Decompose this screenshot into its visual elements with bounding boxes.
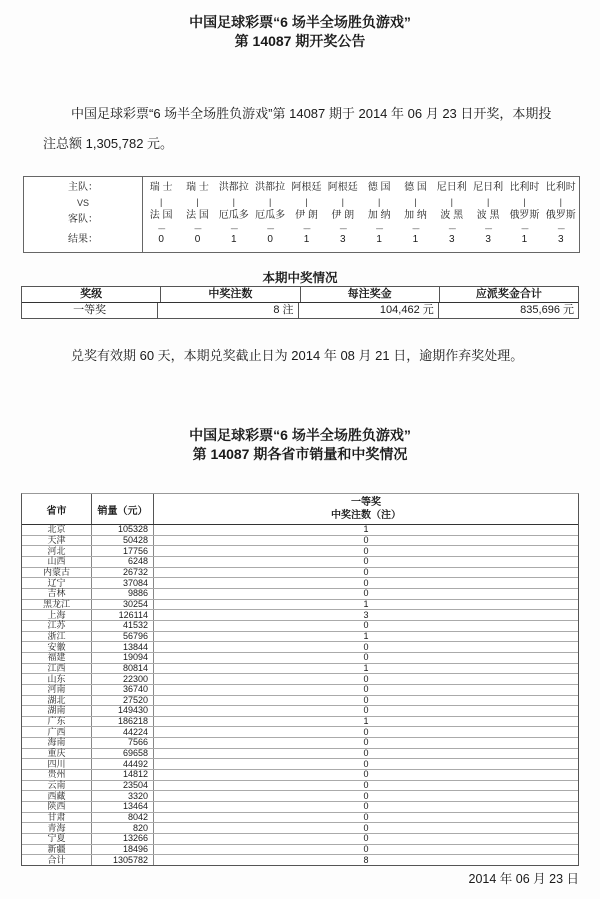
sales-amount-cell: 8042 [92, 813, 154, 823]
first-prize-header-line1: 一等奖 [351, 497, 381, 508]
match-result-value: 0 [194, 234, 201, 245]
province-row [22, 716, 578, 727]
province-row [22, 556, 578, 567]
province-name-cell: 安徽 [22, 642, 92, 652]
vs-symbol: | [305, 196, 308, 207]
home-team-name: 瑞 士 [149, 182, 173, 193]
match-result-value: 3 [485, 234, 491, 245]
prize-level-header: 奖级 [22, 287, 161, 302]
prize-table-title: 本期中奖情况 [262, 271, 338, 285]
result-separator: ---- [339, 223, 347, 233]
province-name-cell: 广西 [22, 727, 92, 737]
sales-amount-cell: 13266 [92, 834, 154, 844]
first-prize-count-cell: 0 [363, 748, 369, 759]
first-prize-count-cell: 1 [363, 662, 369, 673]
vs-label: VS [76, 198, 89, 209]
first-prize-count-cell: 0 [363, 684, 369, 695]
vs-symbol: | [559, 196, 562, 207]
sales-amount-cell: 22300 [92, 674, 154, 684]
sales-amount-cell: 126114 [92, 610, 154, 620]
first-prize-count-cell: 1 [363, 598, 369, 609]
sales-amount-cell: 7566 [92, 738, 154, 748]
province-name-cell: 合计 [22, 855, 92, 865]
sales-amount-cell: 44492 [92, 759, 154, 769]
province-row [22, 737, 578, 748]
first-prize-header [154, 494, 578, 524]
first-prize-count-cell: 0 [363, 694, 369, 705]
sales-amount-cell: 41532 [92, 621, 154, 631]
match-result-value: 3 [449, 234, 455, 245]
sales-amount-cell: 56796 [92, 632, 154, 642]
result-separator: ---- [557, 223, 565, 233]
match-result-value: 3 [340, 234, 346, 245]
province-name-cell: 黑龙江 [22, 600, 92, 610]
winning-bets-header: 中奖注数 [161, 287, 300, 302]
province-row [22, 620, 578, 631]
province-table-body [22, 525, 578, 865]
home-team-name: 阿根廷 [291, 182, 322, 193]
away-team-name: 法 国 [186, 210, 209, 221]
home-team-name: 瑞 士 [186, 182, 209, 193]
first-prize-count-cell: 0 [363, 769, 369, 780]
province-name-cell: 陕西 [22, 802, 92, 812]
province-name-cell: 宁夏 [22, 834, 92, 844]
province-name-cell: 吉林 [22, 589, 92, 599]
province-table-header-row [22, 494, 578, 525]
first-prize-count-cell: 0 [363, 822, 369, 833]
away-team-name: 加 纳 [404, 210, 427, 221]
result-separator: ---- [375, 223, 383, 233]
away-team-name: 厄瓜多 [218, 210, 249, 221]
home-team-name: 尼日利 [473, 182, 504, 193]
result-separator: ---- [521, 223, 528, 233]
sales-amount-cell: 26732 [92, 568, 154, 578]
province-name-cell: 江苏 [22, 621, 92, 631]
result-separator: ---- [303, 223, 310, 233]
sales-amount-cell: 69658 [92, 749, 154, 759]
province-row [22, 577, 578, 588]
away-team-name: 伊 朗 [295, 210, 318, 221]
away-team-label: 客队： [68, 213, 98, 225]
first-prize-count-cell: 0 [363, 758, 369, 769]
first-prize-count-cell: 0 [363, 705, 369, 716]
vs-symbol: | [341, 196, 344, 207]
province-row [22, 812, 578, 823]
sales-amount-cell: 149430 [92, 706, 154, 716]
total-prize-header: 应派奖金合计 [475, 288, 542, 300]
match-result-value: 1 [231, 234, 237, 245]
match-column [143, 177, 179, 252]
first-prize-count-cell: 0 [363, 833, 369, 844]
result-separator: ---- [157, 223, 165, 233]
province-name-cell: 浙江 [22, 632, 92, 642]
province-name-cell: 云南 [22, 781, 92, 791]
match-columns [143, 177, 579, 252]
match-column [434, 177, 470, 252]
sales-amount-cell: 44224 [92, 727, 154, 737]
province-row [22, 726, 578, 737]
province-row [22, 663, 578, 674]
first-prize-count-cell: 1 [363, 716, 369, 727]
home-team-name: 尼日利 [436, 182, 467, 193]
province-name-cell: 河南 [22, 685, 92, 695]
first-prize-count-cell: 0 [363, 844, 369, 855]
prize-per-bet-value: 104,462 元 [299, 303, 439, 318]
first-prize-count-cell: 0 [363, 801, 369, 812]
province-name-cell: 广东 [22, 717, 92, 727]
vs-symbol: | [414, 196, 417, 207]
sales-amount-cell: 13844 [92, 642, 154, 652]
vs-symbol: | [486, 196, 490, 207]
first-prize-count-cell: 0 [363, 556, 369, 567]
away-team-name: 俄罗斯 [509, 210, 540, 221]
result-label: 结果： [68, 234, 98, 245]
result-separator: ---- [448, 223, 456, 233]
prize-per-bet-header: 每注奖金 [301, 287, 440, 302]
home-team-name: 比利时 [545, 182, 576, 193]
first-prize-count-cell: 0 [363, 812, 369, 823]
home-team-name: 阿根廷 [327, 182, 358, 193]
first-prize-count-cell: 0 [363, 545, 369, 556]
province-name-cell: 重庆 [22, 749, 92, 759]
sales-amount-cell: 18496 [92, 845, 154, 855]
first-prize-count-cell: 0 [363, 588, 369, 599]
match-column [325, 177, 361, 252]
sales-amount-cell: 9886 [92, 589, 154, 599]
vs-symbol: | [523, 196, 526, 207]
province-name-cell: 上海 [22, 610, 92, 620]
match-column [216, 177, 252, 252]
match-column [470, 177, 506, 252]
province-name-cell: 青海 [22, 823, 92, 833]
home-team-name: 德 国 [367, 182, 391, 193]
page-title-line2: 第 14087 期开奖公告 [234, 33, 366, 49]
province-row [22, 748, 578, 759]
province-row [22, 652, 578, 663]
vs-symbol: | [196, 196, 199, 207]
prize-table-data-row [22, 303, 578, 318]
result-separator: ---- [412, 223, 419, 233]
vs-symbol: | [159, 196, 163, 207]
province-name-cell: 内蒙古 [22, 568, 92, 578]
first-prize-count-cell: 1 [363, 524, 369, 535]
match-results-table [23, 176, 580, 253]
away-team-name: 波 黑 [476, 210, 500, 221]
vs-symbol: | [377, 196, 381, 207]
match-result-value: 0 [267, 234, 273, 245]
province-name-cell: 江西 [22, 664, 92, 674]
sales-amount-cell: 19094 [92, 653, 154, 663]
sales-amount-cell: 80814 [92, 664, 154, 674]
province-row [22, 673, 578, 684]
province-row [22, 844, 578, 855]
province-row [22, 695, 578, 706]
first-prize-count-cell: 0 [363, 780, 369, 791]
result-separator: ---- [484, 223, 492, 233]
match-column [252, 177, 288, 252]
page-title [0, 13, 600, 51]
result-separator: ---- [266, 223, 274, 233]
province-row [22, 609, 578, 620]
match-result-value: 3 [557, 234, 564, 245]
province-row [22, 535, 578, 546]
sales-amount-cell: 30254 [92, 600, 154, 610]
home-team-label: 主队： [68, 182, 98, 193]
sales-amount-cell: 1305782 [92, 855, 154, 865]
away-team-name: 伊 朗 [331, 210, 355, 221]
first-prize-count-cell: 0 [363, 737, 369, 748]
sales-amount-cell: 186218 [92, 717, 154, 727]
match-column [543, 177, 579, 252]
province-row [22, 684, 578, 695]
province-row [22, 631, 578, 642]
province-row [22, 769, 578, 780]
province-name-cell: 辽宁 [22, 578, 92, 588]
sales-header: 销量（元） [92, 494, 154, 524]
home-team-name: 比利时 [509, 182, 540, 193]
match-result-value: 1 [303, 234, 310, 245]
province-name-cell: 福建 [22, 653, 92, 663]
sales-amount-cell: 6248 [92, 557, 154, 567]
sales-amount-cell: 23504 [92, 781, 154, 791]
home-team-name: 洪都拉 [218, 182, 249, 193]
province-row [22, 705, 578, 716]
province-header: 省市 [22, 494, 92, 524]
away-team-name: 厄瓜多 [255, 210, 286, 221]
province-row [22, 790, 578, 801]
first-prize-count-cell: 0 [363, 652, 369, 663]
match-result-value: 1 [376, 234, 382, 245]
first-prize-count-cell: 3 [363, 609, 369, 620]
first-prize-count-cell: 0 [363, 673, 369, 684]
winning-bets-value: 8 注 [158, 303, 298, 318]
province-row [22, 599, 578, 610]
first-prize-count-cell: 0 [363, 726, 369, 737]
match-column [361, 177, 397, 252]
first-prize-count-cell: 1 [363, 630, 369, 641]
province-name-cell: 四川 [22, 759, 92, 769]
province-name-cell: 山西 [22, 557, 92, 567]
sales-amount-cell: 3320 [92, 791, 154, 801]
home-team-name: 洪都拉 [255, 182, 286, 193]
province-row [22, 567, 578, 578]
redeem-notice: 兑奖有效期 60 天，本期兑奖截止日为 2014 年 08 月 21 日，逾期作弃奖处理。 [71, 348, 524, 363]
province-row [22, 525, 578, 535]
home-team-name: 德 国 [404, 182, 427, 193]
vs-symbol: | [232, 196, 235, 207]
sales-amount-cell: 13464 [92, 802, 154, 812]
province-name-cell: 贵州 [22, 770, 92, 780]
province-row [22, 545, 578, 556]
province-name-cell: 海南 [22, 738, 92, 748]
section2-title-line1: 中国足球彩票“6 场半全场胜负游戏” [189, 427, 411, 443]
section2-title [0, 426, 600, 464]
match-row-labels [24, 177, 143, 252]
sales-amount-cell: 50428 [92, 536, 154, 546]
prize-table [21, 286, 579, 319]
section2-title-line2: 第 14087 期各省市销量和中奖情况 [192, 446, 408, 462]
first-prize-count-cell: 8 [363, 854, 369, 865]
first-prize-count-cell: 0 [363, 534, 369, 545]
sales-amount-cell: 105328 [92, 525, 154, 535]
province-sales-table [21, 493, 579, 866]
province-name-cell: 山东 [22, 674, 92, 684]
vs-symbol: | [450, 196, 453, 207]
province-row [22, 780, 578, 791]
intro-paragraph: 中国足球彩票“6 场半全场胜负游戏”第 14087 期于 2014 年 06 月 23 日开奖，本期投注总额 1,305,782 元。 [43, 106, 552, 151]
prize-table-header-row [22, 287, 578, 303]
sales-amount-cell: 27520 [92, 696, 154, 706]
first-prize-count-cell: 0 [363, 790, 369, 801]
province-name-cell: 湖南 [22, 706, 92, 716]
province-row [22, 758, 578, 769]
result-separator: ---- [230, 223, 238, 233]
province-name-cell: 湖北 [22, 696, 92, 706]
province-row [22, 833, 578, 844]
sales-amount-cell: 37084 [92, 578, 154, 588]
province-row [22, 588, 578, 599]
match-column [397, 177, 433, 252]
sales-amount-cell: 36740 [92, 685, 154, 695]
away-team-name: 法 国 [149, 210, 173, 221]
first-prize-count-cell: 0 [363, 641, 369, 652]
sales-amount-cell: 17756 [92, 546, 154, 556]
province-name-cell: 北京 [22, 525, 92, 535]
page-title-line1: 中国足球彩票“6 场半全场胜负游戏” [189, 14, 411, 30]
match-column [288, 177, 324, 252]
province-row [22, 822, 578, 833]
match-result-value: 0 [158, 234, 164, 245]
province-row [22, 854, 578, 865]
match-result-value: 1 [412, 234, 419, 245]
date-footer: 2014 年 06 月 23 日 [468, 872, 579, 886]
away-team-name: 俄罗斯 [545, 210, 576, 221]
match-column [506, 177, 542, 252]
away-team-name: 加 纳 [367, 210, 391, 221]
sales-amount-cell: 820 [92, 823, 154, 833]
total-prize-value: 835,696 元 [520, 304, 574, 316]
province-row [22, 641, 578, 652]
match-column [179, 177, 215, 252]
away-team-name: 波 黑 [440, 210, 464, 221]
province-name-cell: 西藏 [22, 791, 92, 801]
sales-amount-cell: 14812 [92, 770, 154, 780]
province-name-cell: 新疆 [22, 845, 92, 855]
prize-level-value: 一等奖 [22, 303, 158, 318]
result-separator: ---- [194, 223, 201, 233]
first-prize-count-cell: 0 [363, 577, 369, 588]
first-prize-header-line2: 中奖注数（注） [331, 510, 401, 521]
first-prize-count-cell: 0 [363, 620, 369, 631]
vs-symbol: | [268, 196, 272, 207]
first-prize-count-cell: 0 [363, 566, 369, 577]
province-name-cell: 天津 [22, 536, 92, 546]
province-name-cell: 甘肃 [22, 813, 92, 823]
match-result-value: 1 [521, 234, 528, 245]
province-row [22, 801, 578, 812]
province-name-cell: 河北 [22, 546, 92, 556]
